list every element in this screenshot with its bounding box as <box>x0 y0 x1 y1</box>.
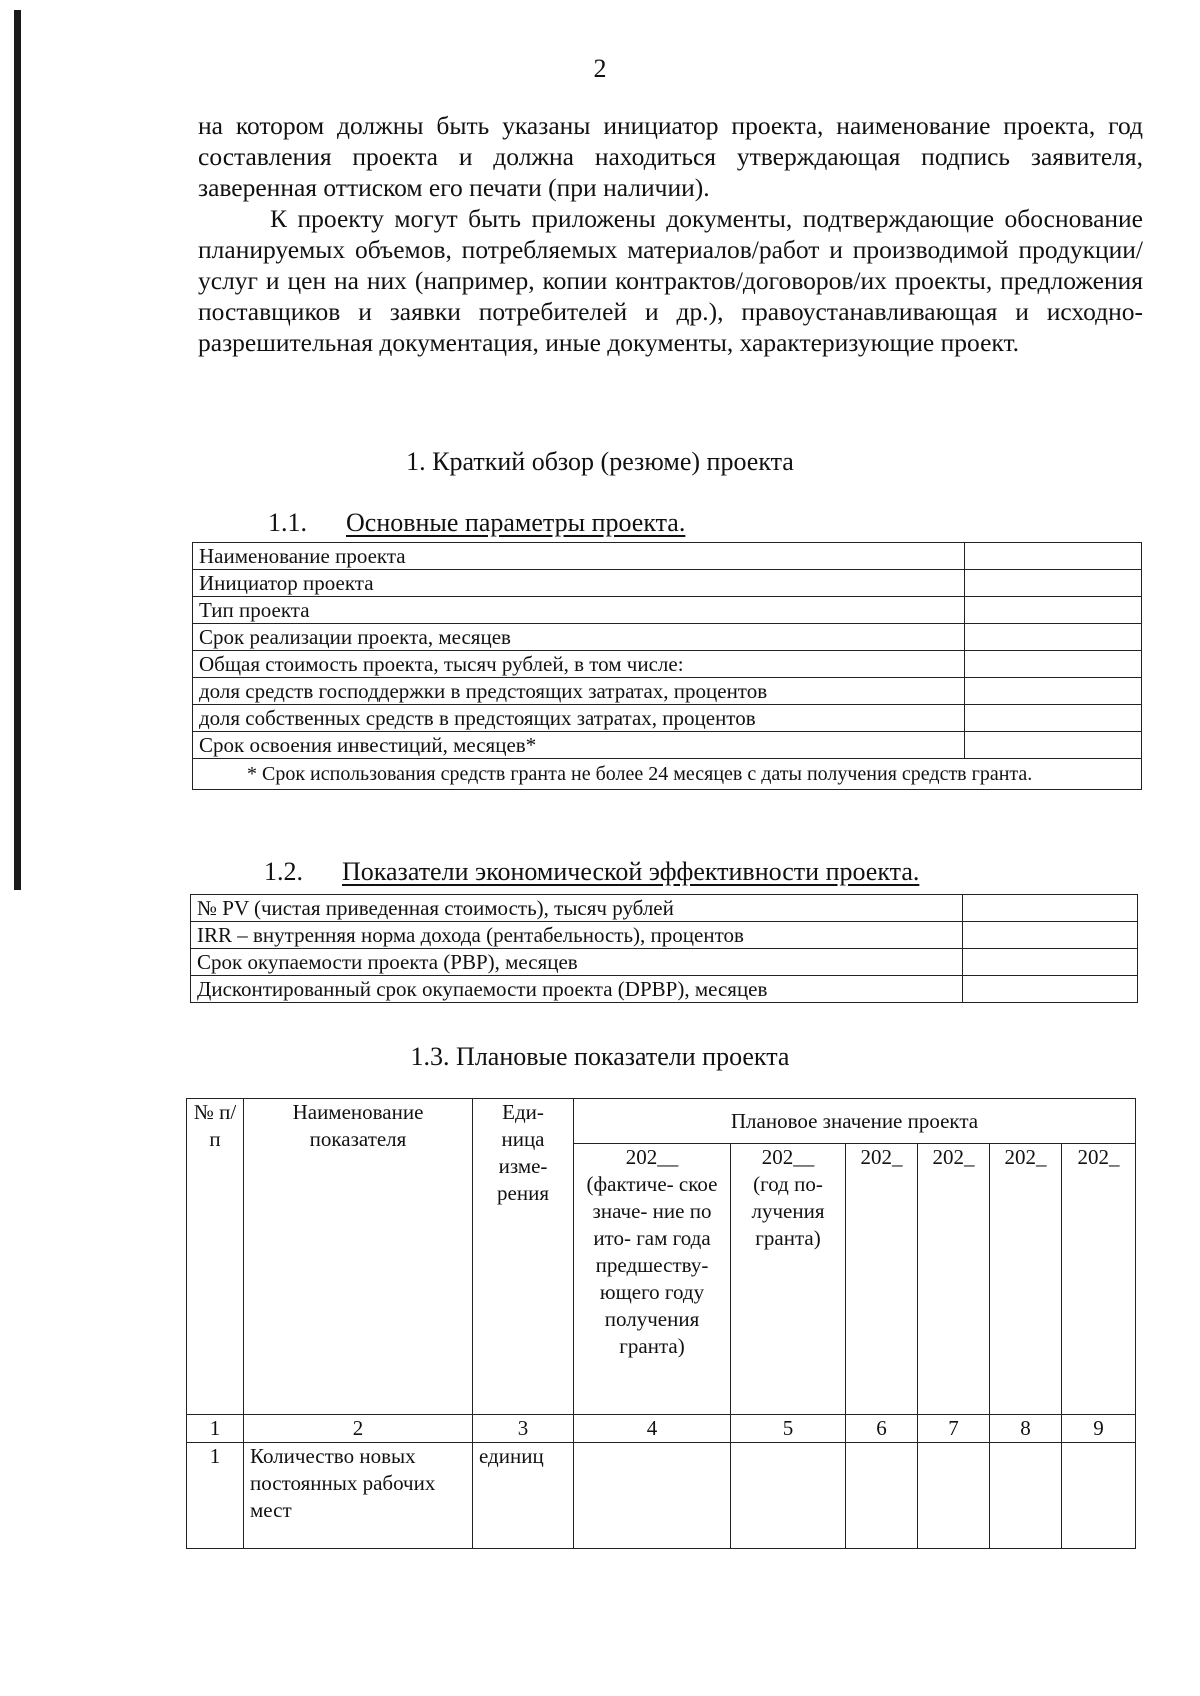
param-value-cell[interactable] <box>965 597 1142 624</box>
header-row <box>187 1099 1136 1144</box>
value-cell[interactable] <box>731 1443 846 1549</box>
col-number: 9 <box>1062 1415 1136 1443</box>
economic-efficiency-table <box>190 894 1138 1003</box>
param-value-cell[interactable] <box>965 543 1142 570</box>
section-1-3-title: 1.3. Плановые показатели проекта <box>410 1042 790 1071</box>
param-value-cell[interactable] <box>965 705 1142 732</box>
table-row <box>193 705 1142 732</box>
value-cell[interactable] <box>1062 1443 1136 1549</box>
param-label: Тип проекта <box>193 597 965 624</box>
table-row <box>193 678 1142 705</box>
param-label: доля средств господдержки в предстоящих затратах, процентов <box>193 678 965 705</box>
table-row <box>191 949 1138 976</box>
indicator-value-cell[interactable] <box>963 949 1138 976</box>
footnote-row <box>193 759 1142 790</box>
section-1-1-heading <box>268 508 685 538</box>
col-number: 8 <box>990 1415 1062 1443</box>
col-number: 1 <box>187 1415 244 1443</box>
value-cell[interactable] <box>574 1443 731 1549</box>
header-year-1 <box>574 1144 731 1415</box>
table-row <box>193 570 1142 597</box>
param-label: Общая стоимость проекта, тысяч рублей, в том числе: <box>193 651 965 678</box>
header-plan-value: Плановое значение проекта <box>574 1099 1136 1144</box>
col-number: 6 <box>846 1415 918 1443</box>
row-unit: единиц <box>473 1443 574 1549</box>
table-row <box>187 1443 1136 1549</box>
footnote: * Срок использования средств гранта не более 24 месяцев с даты получения средств гранта. <box>193 759 1142 790</box>
table-row <box>193 624 1142 651</box>
param-label: Инициатор проекта <box>193 570 965 597</box>
param-value-cell[interactable] <box>965 624 1142 651</box>
table-row <box>193 732 1142 759</box>
section-1-title: 1. Краткий обзор (резюме) проекта <box>406 447 794 476</box>
planned-indicators-table <box>186 1098 1136 1549</box>
value-cell[interactable] <box>990 1443 1062 1549</box>
year-2-label: 202__ <box>761 1145 815 1169</box>
col-number: 7 <box>918 1415 990 1443</box>
year-1-label: 202__ <box>625 1145 679 1169</box>
table-row <box>191 895 1138 922</box>
value-cell[interactable] <box>846 1443 918 1549</box>
header-year-3: 202_ <box>846 1144 918 1415</box>
header-indicator-name: Наименование показателя <box>244 1099 473 1415</box>
year-1-description: (фактиче- ское значе- ние по ито- гам года предшеству- ющего году получения гранта) <box>586 1172 718 1358</box>
param-value-cell[interactable] <box>965 678 1142 705</box>
col-number: 2 <box>244 1415 473 1443</box>
section-1-2-number: 1.2. <box>264 857 303 886</box>
indicator-value-cell[interactable] <box>963 922 1138 949</box>
header-year-2 <box>731 1144 846 1415</box>
column-number-row <box>187 1415 1136 1443</box>
indicator-value-cell[interactable] <box>963 895 1138 922</box>
table-row <box>193 651 1142 678</box>
row-num: 1 <box>187 1443 244 1549</box>
section-1-1-number: 1.1. <box>268 508 307 537</box>
table-row <box>193 543 1142 570</box>
indicator-label: Срок окупаемости проекта (PBP), месяцев <box>191 949 963 976</box>
value-cell[interactable] <box>918 1443 990 1549</box>
table-row <box>191 922 1138 949</box>
header-year-4: 202_ <box>918 1144 990 1415</box>
header-year-6: 202_ <box>1062 1144 1136 1415</box>
param-label: Наименование проекта <box>193 543 965 570</box>
param-label: Срок реализации проекта, месяцев <box>193 624 965 651</box>
indicator-value-cell[interactable] <box>963 976 1138 1003</box>
param-value-cell[interactable] <box>965 732 1142 759</box>
basic-parameters-table <box>192 542 1142 790</box>
header-year-5: 202_ <box>990 1144 1062 1415</box>
indicator-label: № PV (чистая приведенная стоимость), тысяч рублей <box>191 895 963 922</box>
table-row <box>193 597 1142 624</box>
section-1-2-heading <box>264 857 919 887</box>
section-1-1-title: Основные параметры проекта. <box>346 508 686 537</box>
col-number: 3 <box>473 1415 574 1443</box>
year-2-description: (год по- лучения гранта) <box>751 1172 825 1250</box>
section-1-2-title: Показатели экономической эффективности проекта. <box>342 857 920 886</box>
header-num: № п/п <box>187 1099 244 1415</box>
indicator-label: Дисконтированный срок окупаемости проекта (DPBP), месяцев <box>191 976 963 1003</box>
col-number: 4 <box>574 1415 731 1443</box>
intro-paragraph-1: на котором должны быть указаны инициатор проекта, наименование проекта, год составления проекта и должна находиться утверждающая подпись заявителя, заверенная оттиском его печати (при наличии). <box>198 111 1143 202</box>
page-number: 2 <box>593 54 607 83</box>
param-value-cell[interactable] <box>965 570 1142 597</box>
param-label: Срок освоения инвестиций, месяцев* <box>193 732 965 759</box>
col-number: 5 <box>731 1415 846 1443</box>
row-indicator-name: Количество новых постоянных рабочих мест <box>244 1443 473 1549</box>
header-unit: Еди- ница изме- рения <box>473 1099 574 1415</box>
table-row <box>191 976 1138 1003</box>
param-value-cell[interactable] <box>965 651 1142 678</box>
param-label: доля собственных средств в предстоящих затратах, процентов <box>193 705 965 732</box>
indicator-label: IRR – внутренняя норма дохода (рентабельность), процентов <box>191 922 963 949</box>
intro-paragraph-2: К проекту могут быть приложены документы, подтверждающие обоснование планируемых объемов, потребляемых материалов/работ и производимой продукции/услуг и цен на них (например, копии контрактов/договоров/их проекты, предложения поставщиков и заявки потребителей и др.), правоустанавливающая и исходно-разрешительная документация, иные документы, характеризующие проект. <box>198 204 1143 357</box>
